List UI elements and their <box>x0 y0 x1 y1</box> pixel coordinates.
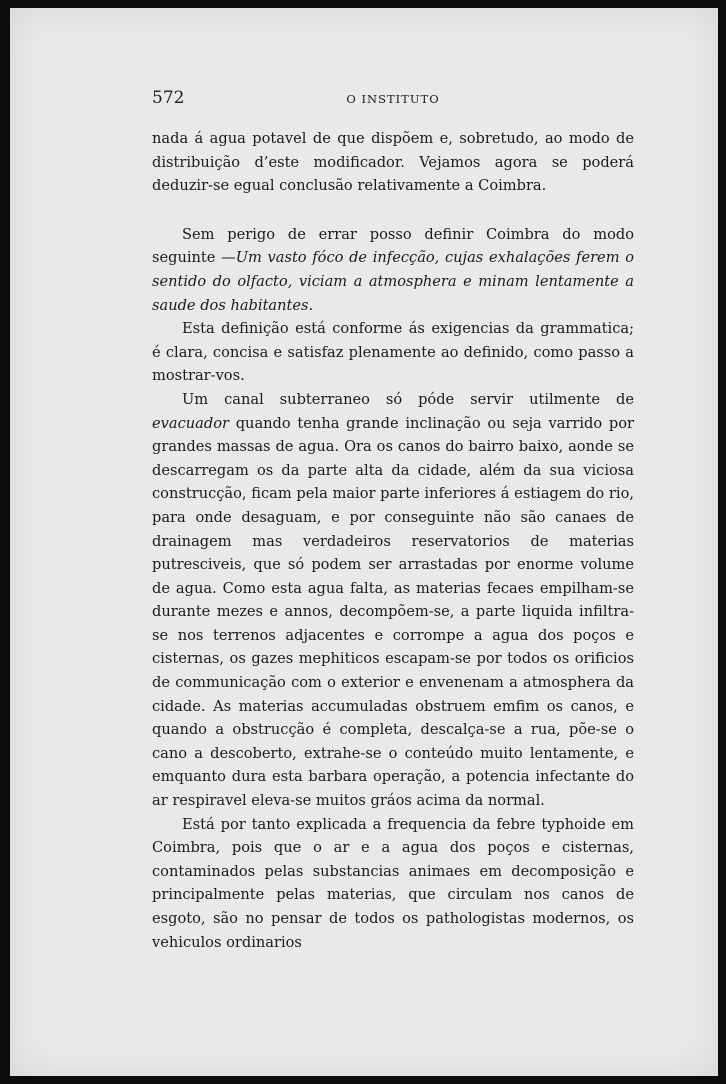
paragraph-4 <box>152 388 634 813</box>
body-text <box>152 127 634 954</box>
paragraph-1: nada á agua potavel de que dispõem e, sobretudo, ao modo de distribuição d’este modificador. Vejamos agora se poderá deduzir-se egual conclusão relativamente a Coimbra. <box>152 130 634 195</box>
paragraph-2-tail: . <box>308 296 314 314</box>
paragraph-3: Esta definição está conforme ás exigencias da grammatica; é clara, concisa e satisfaz plenamente ao definido, como passo a mostrar-vos. <box>152 320 634 385</box>
paragraph-2 <box>152 223 634 317</box>
definition-italic: Um vasto fóco de infecção, cujas exhalações ferem o sentido do olfacto, viciam a atmosphera e minam lentamente a saude dos habitantes <box>152 249 634 314</box>
paragraph-2-lead: Sem perigo de errar posso definir Coimbra do modo seguinte — <box>152 225 634 267</box>
paragraph-4-tail: quando tenha grande inclinação ou seja varrido por grandes massas de agua. Ora os canos do bairro baixo, aonde se descarregam os da parte alta da cidade, além da sua viciosa construcção, ficam pela maior parte inferiores á estiagem do rio, para onde desaguam, e por conseguinte não são canaes de drainagem mas verdadeiros reservatorios de materias putresciveis, que só podem ser arrastadas por enorme volume de agua. Como esta agua falta, as materias fecaes empilham-se durante mezes e annos, decompõem-se, a parte liquida infiltra-se nos terrenos adjacentes e corrompe a agua dos poços e cisternas, os gazes mephiticos escapam-se por todos os orificios de communicação com o exterior e envenenam a atmosphera da cidade. As materias accumuladas obstruem emfim os canos, e quando a obstrucção é completa, descalça-se a rua, põe-se o cano a descoberto, extrahe-se o conteúdo muito lentamente, e emquanto dura esta barbara operação, a potencia infectante do ar respiravel eleva-se muitos gráos acima da normal. <box>152 414 634 810</box>
page-number: 572 <box>152 88 185 108</box>
book-page <box>10 8 718 1076</box>
paragraph-4-lead: Um canal subterraneo só póde servir utilmente de <box>182 390 634 408</box>
page-header <box>152 88 634 112</box>
running-title: O INSTITUTO <box>346 92 440 106</box>
evacuador-italic: evacuador <box>152 414 229 432</box>
paragraph-5: Está por tanto explicada a frequencia da febre typhoide em Coimbra, pois que o ar e a agua dos poços e cisternas, contaminados pelas substancias animaes em decomposição e principalmente pelas materias, que circulam nos canos de esgoto, são no pensar de todos os pathologistas modernos, os vehiculos ordinarios <box>152 815 634 951</box>
